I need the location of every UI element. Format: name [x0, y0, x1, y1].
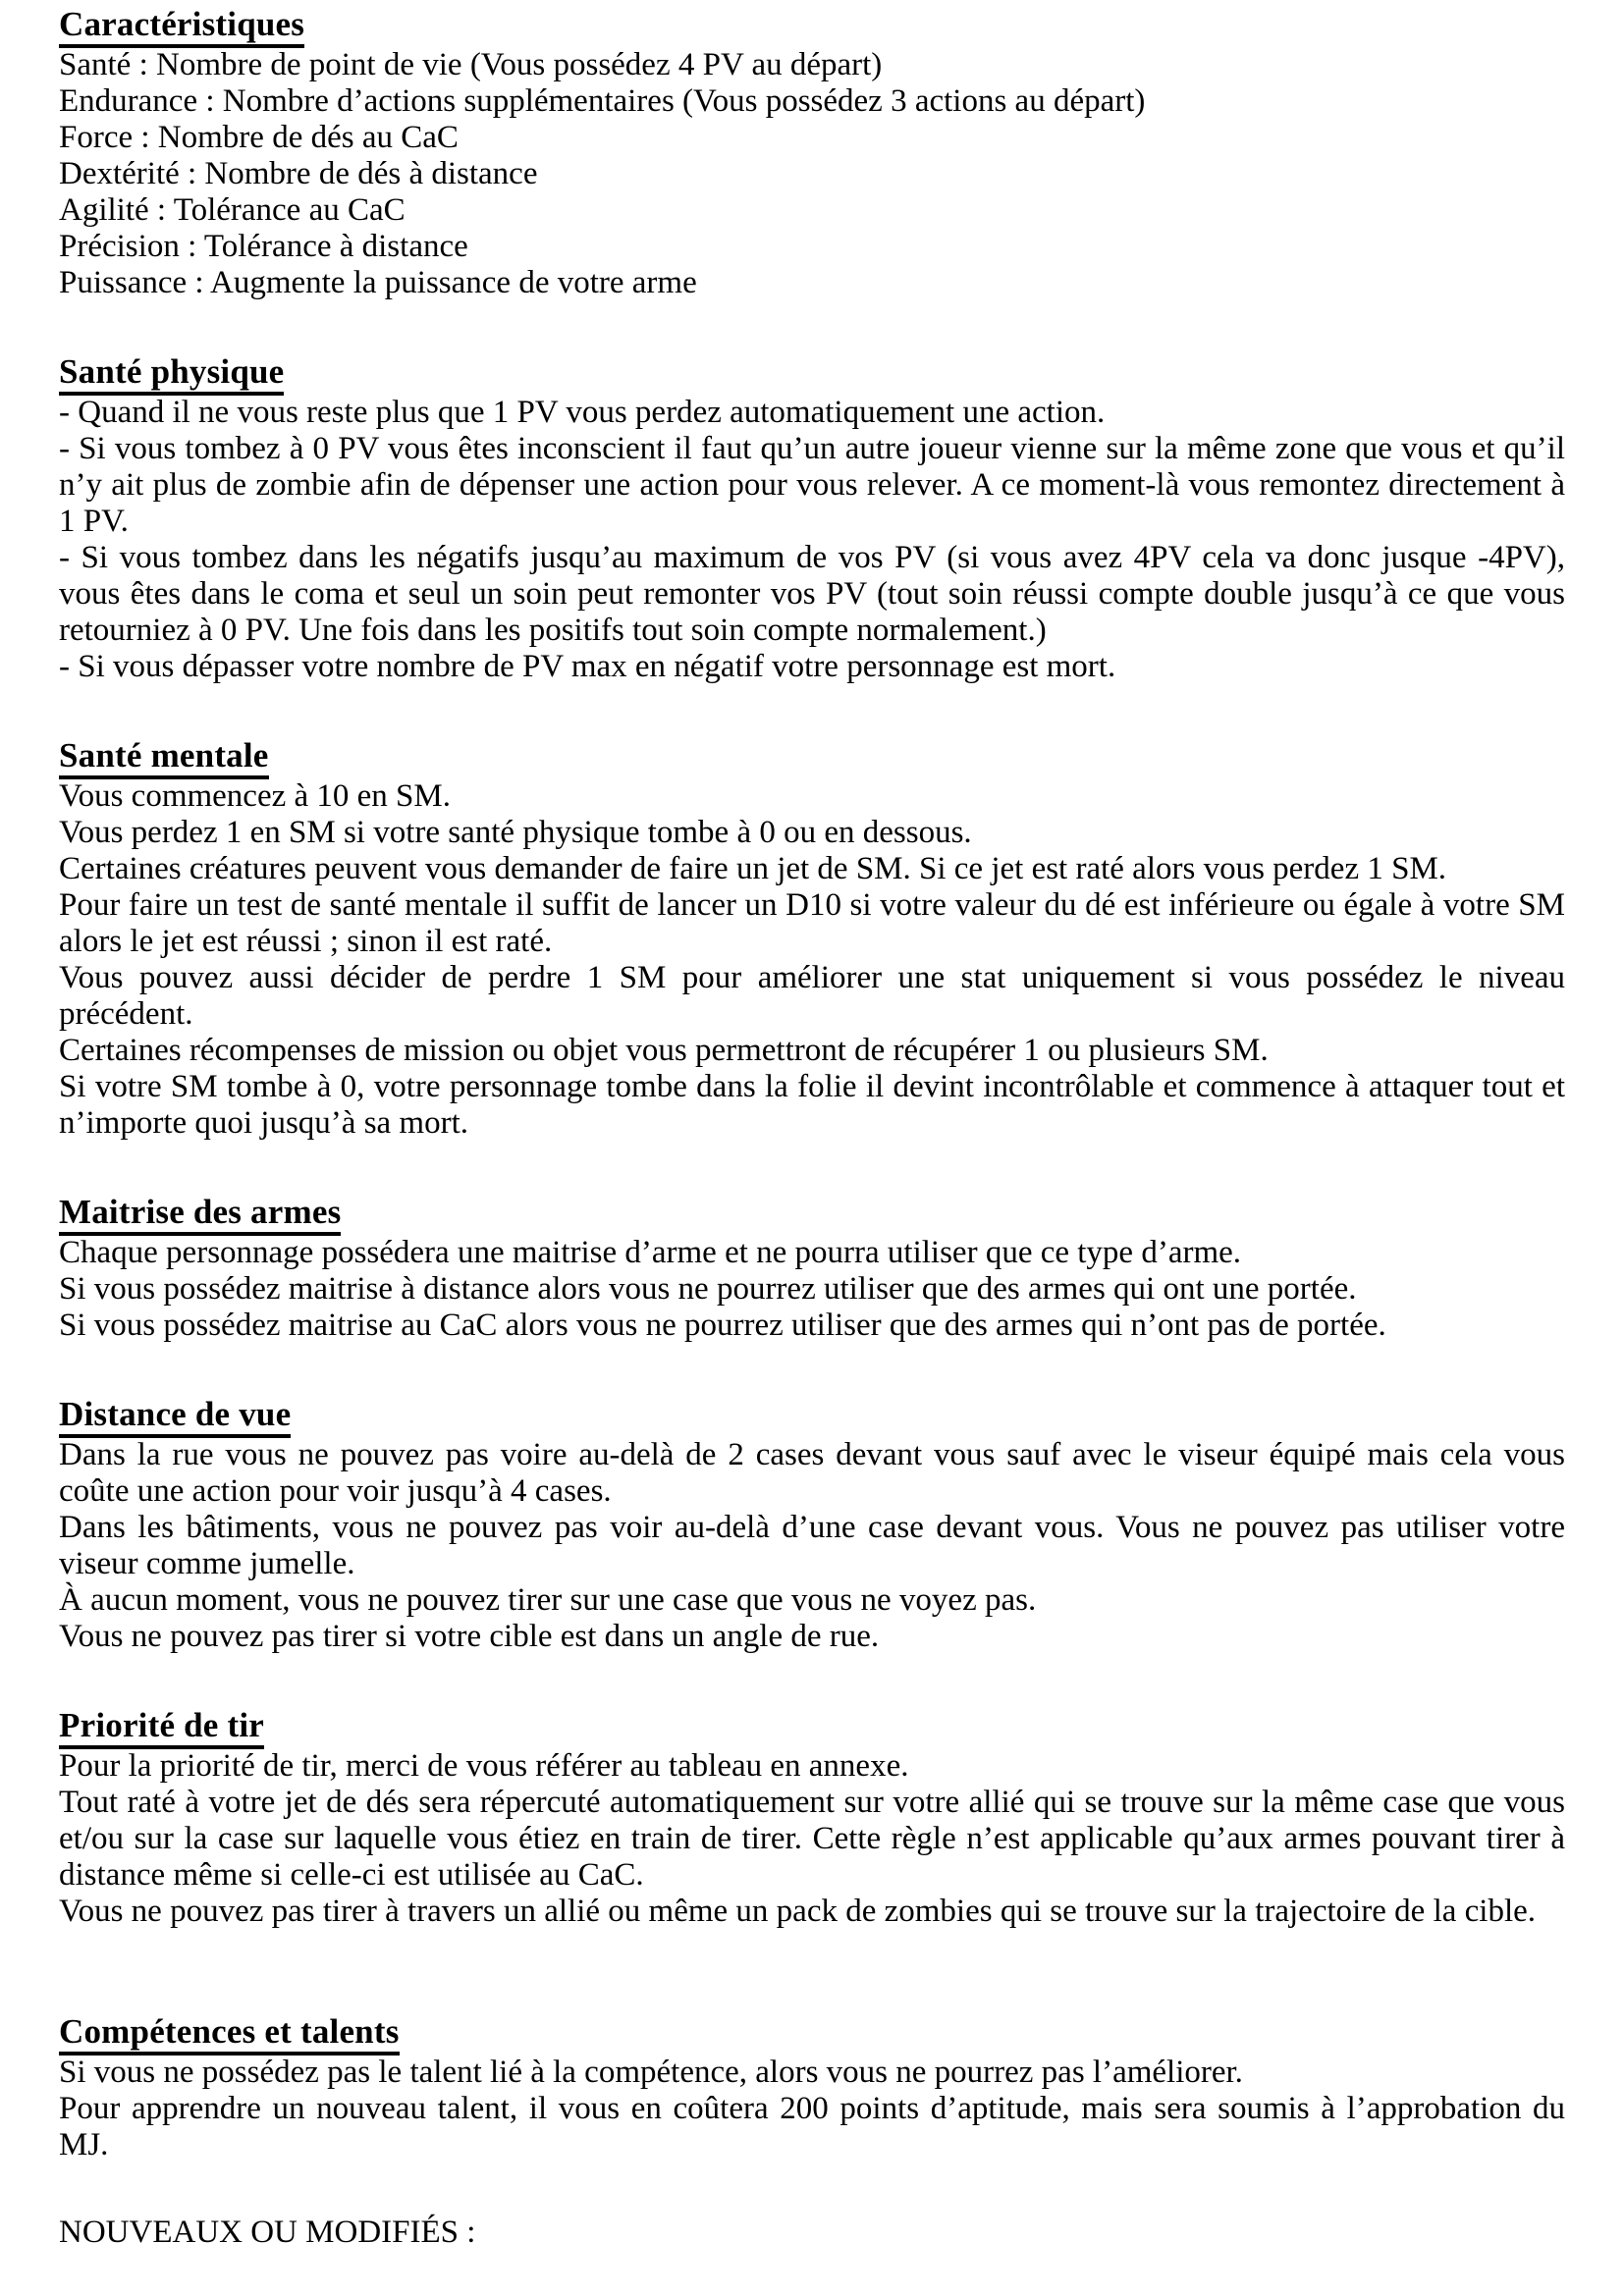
paragraph: - Si vous tombez dans les négatifs jusqu’au maximum de vos PV (si vous avez 4PV cela va donc jusque -4PV), vous êtes dans le coma et seul un soin peut remonter vos PV (tout soin réussi compte double jusqu’à ce que vous retourniez à 0 PV. Une fois dans les positifs tout soin compte normalement.) — [59, 540, 1565, 648]
paragraph: Puissance : Augmente la puissance de votre arme — [59, 265, 697, 300]
paragraph: Dextérité : Nombre de dés à distance — [59, 156, 538, 191]
paragraph: Pour la priorité de tir, merci de vous référer au tableau en annexe. — [59, 1748, 909, 1784]
section-heading-text: Distance de vue — [59, 1395, 291, 1438]
section-heading — [59, 1706, 1565, 1745]
paragraph: Santé : Nombre de point de vie (Vous possédez 4 PV au départ) — [59, 47, 883, 82]
paragraph: - Quand il ne vous reste plus que 1 PV vous perdez automatiquement une action. — [59, 395, 1106, 430]
paragraph: Dans la rue vous ne pouvez pas voire au-delà de 2 cases devant vous sauf avec le viseur équipé mais cela vous coûte une action pour voir jusqu’à 4 cases. — [59, 1437, 1565, 1509]
paragraph: Certaines créatures peuvent vous demander de faire un jet de SM. Si ce jet est raté alors vous perdez 1 SM. — [59, 851, 1447, 886]
paragraph: Dans les bâtiments, vous ne pouvez pas voir au-delà d’une case devant vous. Vous ne pouvez pas utiliser votre viseur comme jumelle. — [59, 1510, 1565, 1581]
paragraph: À aucun moment, vous ne pouvez tirer sur une case que vous ne voyez pas. — [59, 1582, 1037, 1618]
section-heading — [59, 1193, 1565, 1232]
paragraph: Vous ne pouvez pas tirer si votre cible est dans un angle de rue. — [59, 1619, 880, 1654]
section-heading-text: Maitrise des armes — [59, 1193, 341, 1236]
paragraph: Pour apprendre un nouveau talent, il vous en coûtera 200 points d’aptitude, mais sera soumis à l’approbation du MJ. — [59, 2091, 1565, 2163]
footer-note: NOUVEAUX OU MODIFIÉS : — [59, 2215, 476, 2250]
section-priorite-de-tir — [59, 1706, 1565, 1930]
paragraph: Vous commencez à 10 en SM. — [59, 778, 451, 814]
paragraph: Pour faire un test de santé mentale il suffit de lancer un D10 si votre valeur du dé est inférieure ou égale à votre SM alors le jet est réussi ; sinon il est raté. — [59, 887, 1565, 959]
paragraph: Si votre SM tombe à 0, votre personnage tombe dans la folie il devint incontrôlable et commence à attaquer tout et n’importe quoi jusqu’à sa mort. — [59, 1069, 1565, 1141]
section-sante-mentale — [59, 736, 1565, 1142]
paragraph: Certaines récompenses de mission ou objet vous permettront de récupérer 1 ou plusieurs SM. — [59, 1033, 1269, 1068]
paragraph: Précision : Tolérance à distance — [59, 229, 468, 264]
paragraph: Chaque personnage possédera une maitrise d’arme et ne pourra utiliser que ce type d’arme. — [59, 1235, 1242, 1270]
paragraph: Si vous ne possédez pas le talent lié à la compétence, alors vous ne pourrez pas l’améliorer. — [59, 2055, 1243, 2090]
paragraph: Vous ne pouvez pas tirer à travers un allié ou même un pack de zombies qui se trouve sur la trajectoire de la cible. — [59, 1894, 1537, 1929]
paragraph: - Si vous dépasser votre nombre de PV max en négatif votre personnage est mort. — [59, 649, 1116, 684]
paragraph: Si vous possédez maitrise au CaC alors vous ne pourrez utiliser que des armes qui n’ont pas de portée. — [59, 1308, 1386, 1343]
section-heading — [59, 5, 1565, 44]
section-heading — [59, 1395, 1565, 1434]
section-heading — [59, 736, 1565, 775]
section-sante-physique — [59, 352, 1565, 685]
section-maitrise-des-armes — [59, 1193, 1565, 1344]
paragraph: Force : Nombre de dés au CaC — [59, 120, 459, 155]
paragraph: Endurance : Nombre d’actions supplémentaires (Vous possédez 3 actions au départ) — [59, 83, 1146, 119]
paragraph: - Si vous tombez à 0 PV vous êtes inconscient il faut qu’un autre joueur vienne sur la même zone que vous et qu’il n’y ait plus de zombie afin de dépenser une action pour vous relever. A ce moment-là vous remontez directement à 1 PV. — [59, 431, 1565, 539]
paragraph: Tout raté à votre jet de dés sera répercuté automatiquement sur votre allié qui se trouve sur la même case que vous et/ou sur la case sur laquelle vous étiez en train de tirer. Cette règle n’est applicable qu’aux armes pouvant tirer à distance même si celle-ci est utilisée au CaC. — [59, 1785, 1565, 1893]
section-heading-text: Santé physique — [59, 352, 284, 396]
section-heading-text: Caractéristiques — [59, 5, 304, 48]
paragraph: Vous perdez 1 en SM si votre santé physique tombe à 0 ou en dessous. — [59, 815, 972, 850]
paragraph: Agilité : Tolérance au CaC — [59, 192, 406, 228]
section-competences-et-talents — [59, 2012, 1565, 2163]
section-heading-text: Santé mentale — [59, 736, 269, 779]
section-heading-text: Priorité de tir — [59, 1706, 264, 1749]
section-distance-de-vue — [59, 1395, 1565, 1655]
section-heading-text: Compétences et talents — [59, 2012, 400, 2056]
section-heading — [59, 2012, 1565, 2052]
section-heading — [59, 352, 1565, 392]
paragraph: Si vous possédez maitrise à distance alors vous ne pourrez utiliser que des armes qui ont une portée. — [59, 1271, 1357, 1307]
section-caracteristiques — [59, 5, 1565, 301]
paragraph: Vous pouvez aussi décider de perdre 1 SM pour améliorer une stat uniquement si vous possédez le niveau précédent. — [59, 960, 1565, 1032]
